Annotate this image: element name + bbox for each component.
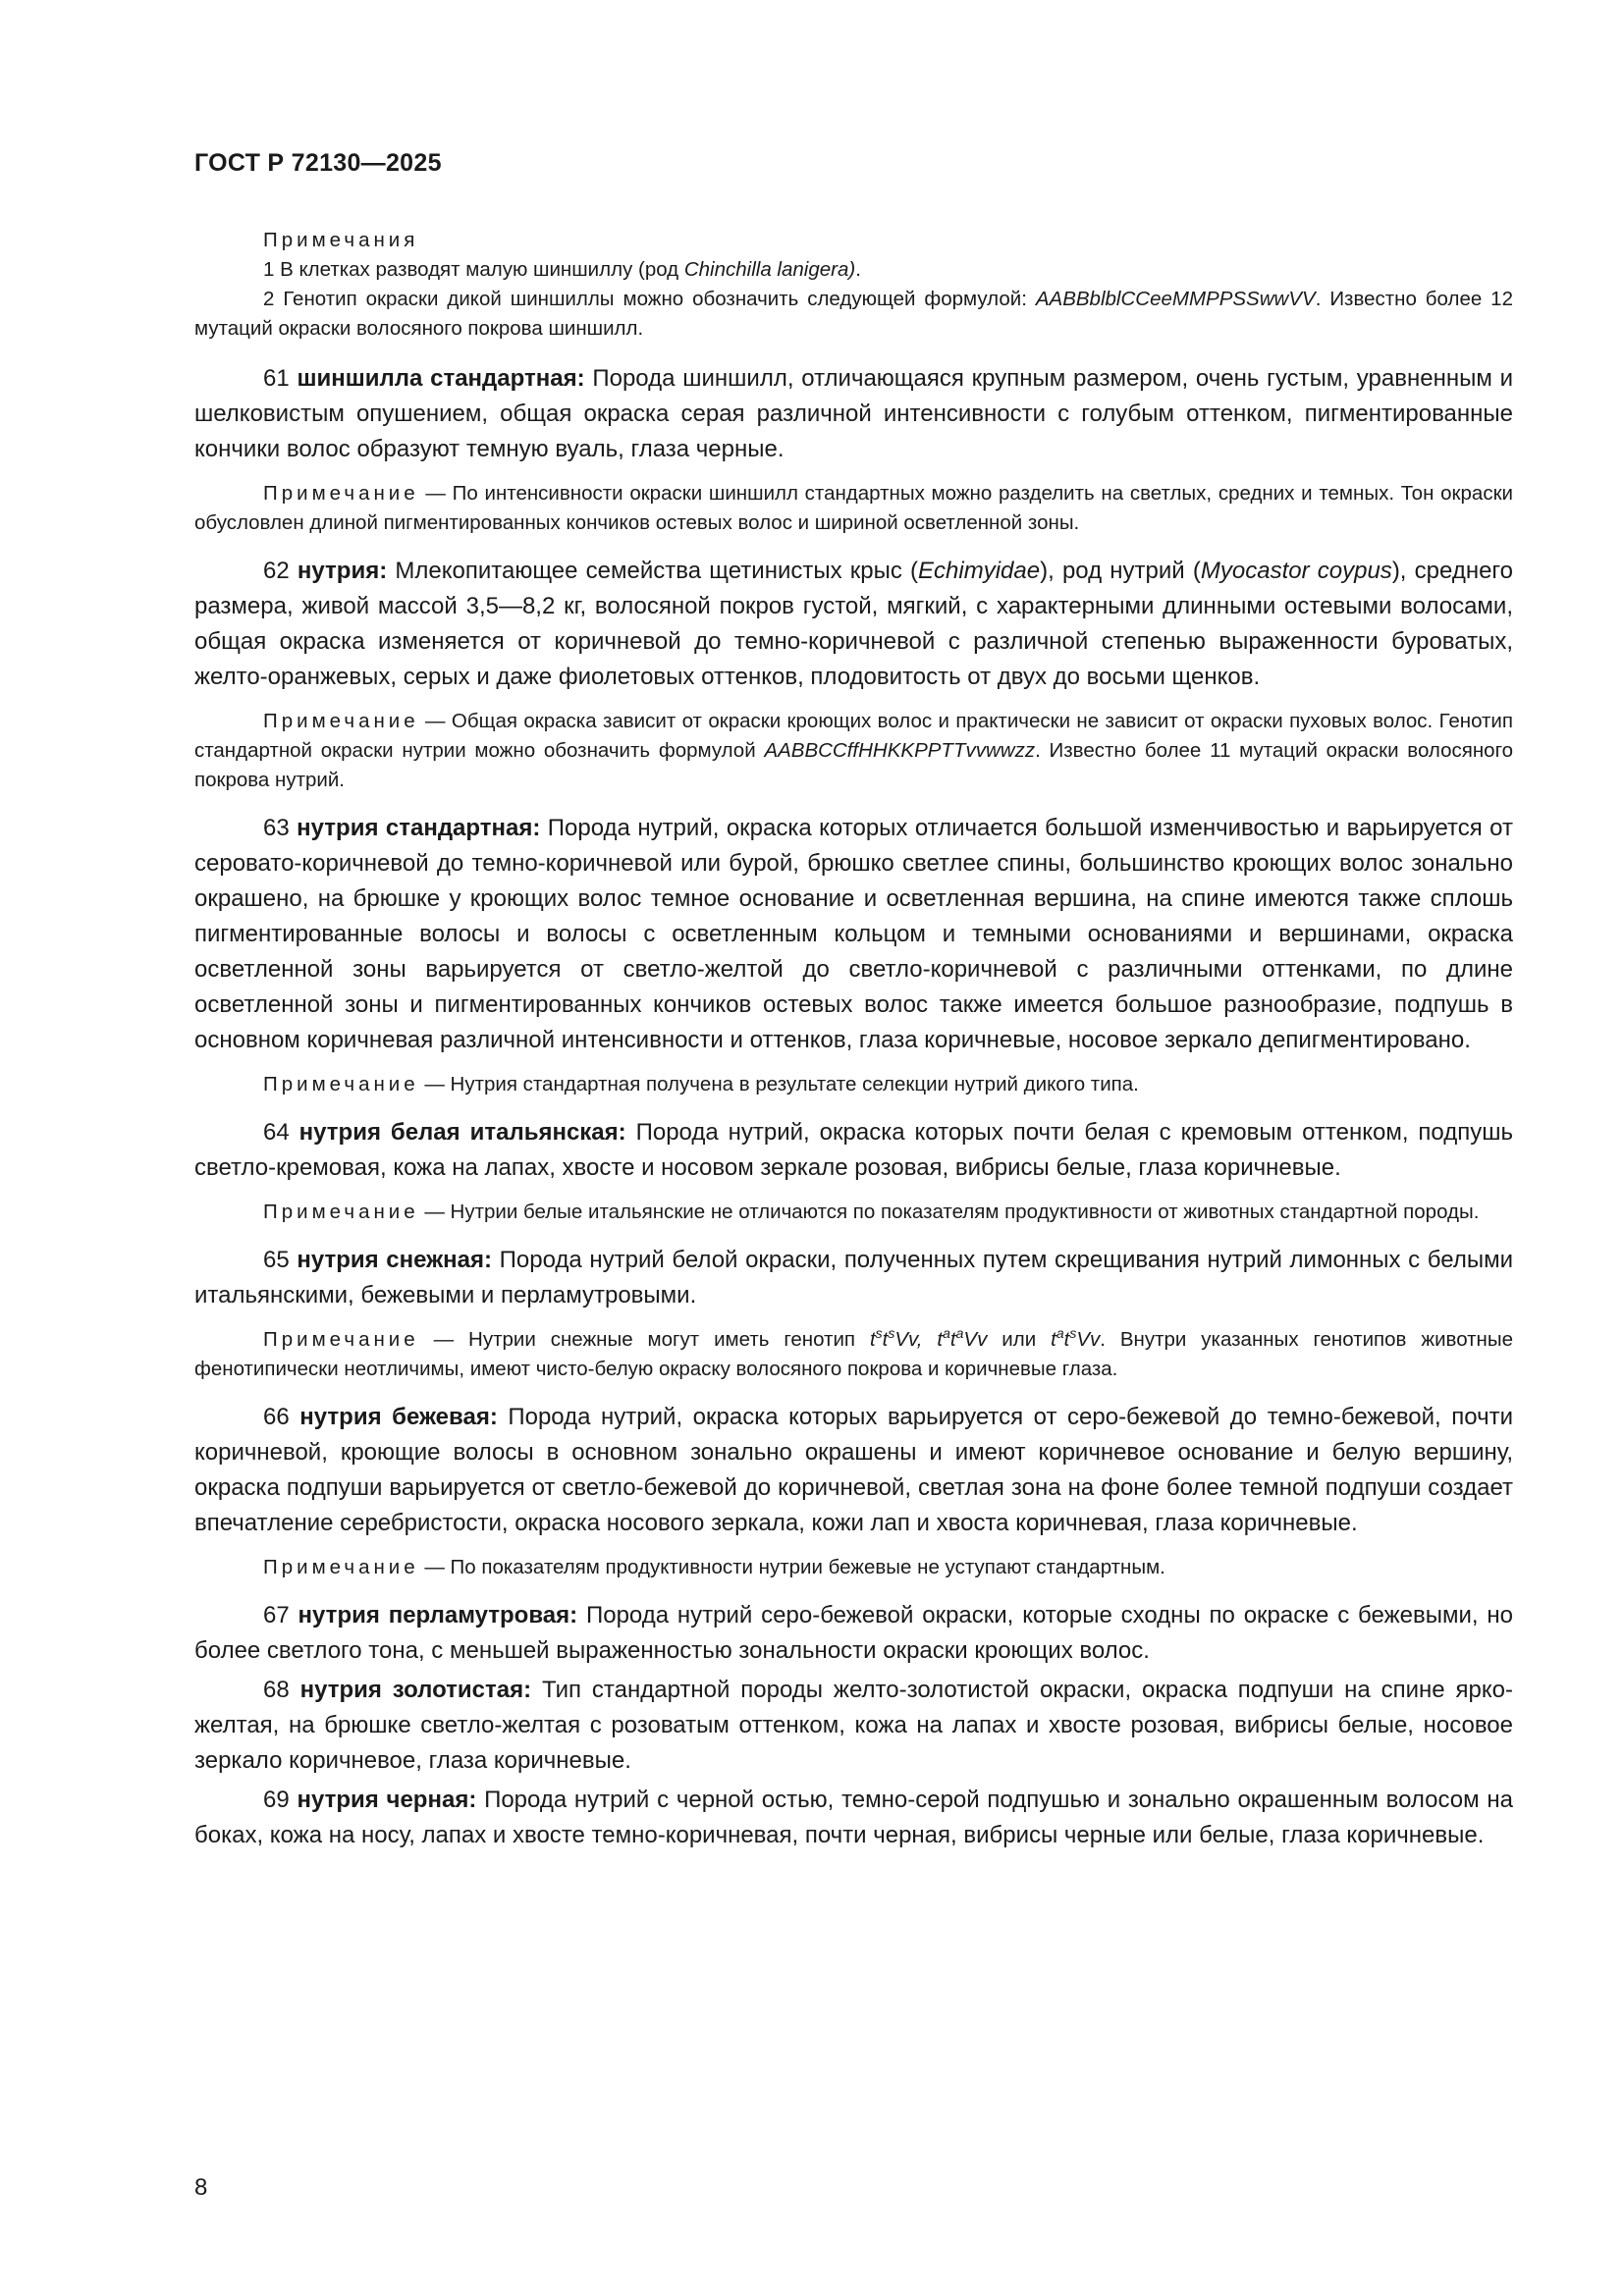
term-66: 66 нутрия бежевая: Порода нутрий, окраска которых варьируется от серо-бежевой до темно-бежевой, почти коричневой, кроющие волосы в основном зонально окрашены и имеют коричневое основание и белую вершину, окраска подпуши варьируется от светло-бежевой до коричневой, светлая зона на фоне более темной подпуши создает впечатление серебристости, окраска носового зеркала, кожи лап и хвоста коричневая, глаза коричневые. [194,1404,1513,1536]
notes-label: Примечания [263,229,419,251]
page-number: 8 [194,2174,208,2201]
term-63: 63 нутрия стандартная: Порода нутрий, окраска которых отличается большой изменчивостью и варьируется от серовато-коричневой до темно-коричневой или бурой, брюшко светлее спины, большинство кроющих волос зонально окрашено, на брюшке у кроющих волос темное основание и осветленная вершина, на спине имеются также сплошь пигментированные волосы и волосы с осветленным кольцом и темными основаниями и вершинами, окраска осветленной зоны варьируется от светло-желтой до светло-коричневой с различными оттенками, по длине осветленной зоны и пигментированных кончиков остевых волос также имеется большое разнообразие, подпушь в основном коричневая различной интенсивности и оттенков, глаза коричневые, носовое зеркало депигментировано. [194,815,1513,1053]
note-1: 1 В клетках разводят малую шиншиллу (род Chinchilla lanigera). [263,258,861,281]
note-2: 2 Генотип окраски дикой шиншиллы можно обозначить следующей формулой: AABBblblCCeeMMPPSSwwVV. Известно более 12 мутаций окраски волосяного покрова шиншилл. [194,288,1513,340]
term-69: 69 нутрия черная: Порода нутрий с черной остью, темно-серой подпушью и зонально окрашенным волосом на боках, кожа на носу, лапах и хвосте темно-коричневая, почти черная, вибрисы черные или белые, глаза коричневые. [194,1787,1514,1848]
note-64: Примечание — Нутрии белые итальянские не отличаются по показателям продуктивности от животных стандартной породы. [263,1201,1480,1223]
term-61: 61 шиншилла стандартная: Порода шиншилл, отличающаяся крупным размером, очень густым, уравненным и шелковистым опушением, общая окраска серая различной интенсивности с голубым оттенком, пигментированные кончики волос образуют темную вуаль, глаза черные. [194,365,1514,462]
term-64: 64 нутрия белая итальянская: Порода нутрий, окраска которых почти белая с кремовым оттенком, подпушь светло-кремовая, кожа на лапах, хвосте и носовом зеркале розовая, вибрисы белые, глаза коричневые. [194,1119,1513,1181]
document-header: ГОСТ Р 72130—2025 [194,149,442,177]
note-63: Примечание — Нутрия стандартная получена в результате селекции нутрий дикого типа. [263,1073,1139,1095]
notes-intro [194,226,1513,344]
document-body [194,226,1513,1857]
note-65: Примечание — Нутрии снежные могут иметь генотип $t^st^sVv$, $t^at^aVv$ или $t^at^sVv$. Внутри указанных генотипов животные фенотипически неотличимы, имеют чисто-белую окраску волосяного покрова и коричневые глаза. [194,1325,1513,1380]
term-62: 62 нутрия: Млекопитающее семейства щетинистых крыс (Echimyidae), род нутрий (Myocastor coypus), среднего размера, живой массой 3,5—8,2 кг, волосяной покров густой, мягкий, с характерными длинными остевыми волосами, общая окраска изменяется от коричневой до темно-коричневой с различной степенью выраженности буроватых, желто-оранжевых, серых и даже фиолетовых оттенков, плодовитость от двух до восьми щенков. [194,558,1513,690]
term-67: 67 нутрия перламутровая: Порода нутрий серо-бежевой окраски, которые сходны по окраске с бежевыми, но более светлого тона, с меньшей выраженностью зональности окраски кроющих волос. [194,1602,1514,1664]
note-61: Примечание — По интенсивности окраски шиншилл стандартных можно разделить на светлых, средних и темных. Тон окраски обусловлен длиной пигментированных кончиков остевых волос и шириной осветленной зоны. [194,482,1513,534]
note-66: Примечание — По показателям продуктивности нутрии бежевые не уступают стандартным. [263,1556,1165,1578]
term-65: 65 нутрия снежная: Порода нутрий белой окраски, полученных путем скрещивания нутрий лимонных с белыми итальянскими, бежевыми и перламутровыми. [194,1247,1513,1308]
note-62: Примечание — Общая окраска зависит от окраски кроющих волос и практически не зависит от окраски пуховых волос. Генотип стандартной окраски нутрии можно обозначить формулой AABBCCffHHKKPPTTvvwwzz. Известно более 11 мутаций окраски волосяного покрова нутрий. [194,710,1513,791]
term-68: 68 нутрия золотистая: Тип стандартной породы желто-золотистой окраски, окраска подпуши на спине ярко-желтая, на брюшке светло-желтая с розоватым оттенком, кожа на лапах и хвосте розовая, вибрисы белые, носовое зеркало коричневое, глаза коричневые. [194,1677,1513,1774]
